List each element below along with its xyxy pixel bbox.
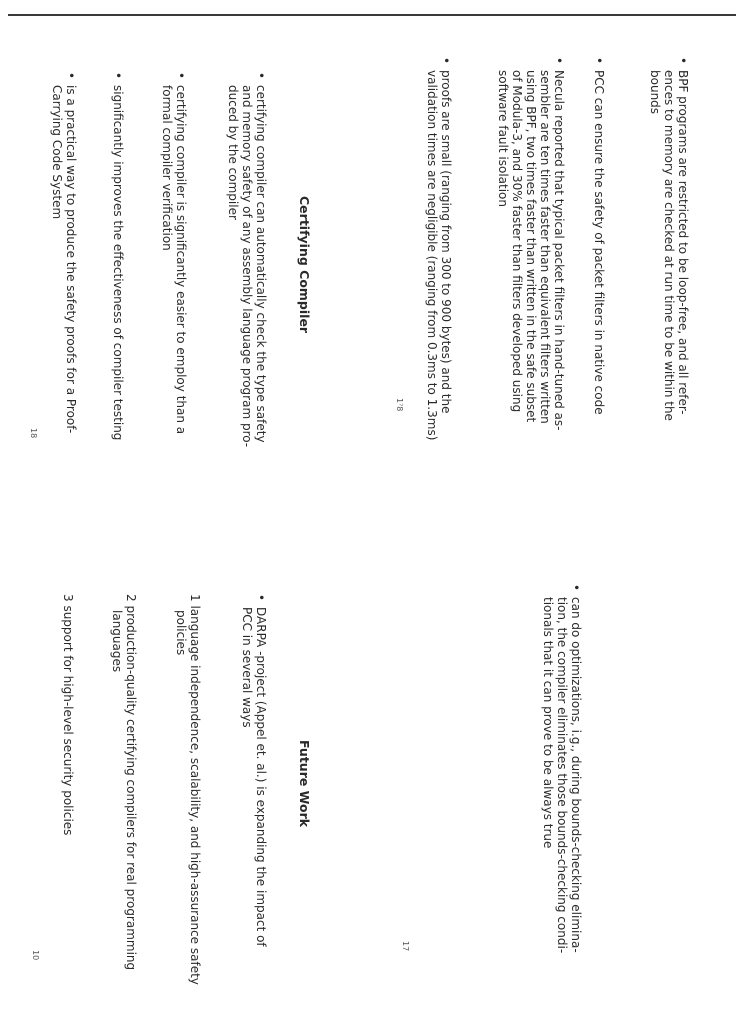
text-line: of Modula-3, and 30% faster than filters developed using [510,70,524,413]
text-line: • PCC can ensure the safety of packet filters in native code [592,70,606,415]
page-number: 18 [29,428,38,439]
text-line: Carrying Code System [50,85,64,220]
page-number: 10 [31,950,40,961]
text-line: software fault isolation [496,70,510,207]
text-line: using BPF, two times faster than written in the safe subset [524,70,538,423]
text-line: duced by the compiler [226,85,240,220]
text-line: bounds [648,70,662,115]
heading-certifying-compiler: Certifying Compiler [297,196,312,334]
text-line: • BPF programs are restricted to be loop-free, and all refer- [676,70,690,415]
top-rule [8,14,736,16]
text-line: validation times are negligible (ranging from 0.3ms to 1.3ms) [425,70,439,441]
text-line: PCC in several ways [240,607,254,728]
text-line: • certifying compiler can automatically check the type safety [254,85,268,443]
compiler-bullet-4 [50,85,78,433]
top-bullet-1 [648,70,690,421]
text-line: • can do optimizations, i.g., during bounds-checking elimina- [569,597,583,953]
page-number: 17 [401,941,410,952]
text-line: 3 support for high-level security policies [61,594,75,836]
numbered-item-3 [61,594,75,835]
top-bullet-4 [425,70,453,440]
numbered-item-2 [110,594,138,970]
future-bullet [240,607,268,947]
numbered-item-1 [174,594,202,985]
text-line: • is a practical way to produce the safety proofs for a Proof- [64,85,78,434]
continuation-bullet [541,597,583,953]
text-line: sembler are ten times faster than equivalent filters written [538,70,552,424]
text-line: ences to memory are checked at run time to be within the [662,70,676,421]
text-line: formal compiler verification [160,85,174,251]
compiler-bullet-1 [226,85,268,447]
text-line: • certifying compiler is significantly easier to employ than a [174,85,188,435]
compiler-bullet-2 [160,85,188,434]
text-line: and memory safety of any assembly language program pro- [240,85,254,448]
text-line: tionals that it can prove to be always true [541,597,555,849]
top-bullet-3 [496,70,566,430]
heading-future-work: Future Work [297,740,312,828]
text-line: languages [110,610,124,673]
text-line: • proofs are small (ranging from 300 to 900 bytes) and the [439,70,453,414]
page-number: 1⁷8 [395,398,404,412]
text-line: • DARPA -project (Appel et. al.) is expanding the impact of [254,607,268,947]
compiler-bullet-3 [111,85,125,440]
text-line: • significantly improves the effectiveness of compiler testing [111,85,125,441]
text-line: tion, the compiler eliminates those bounds-checking condi- [555,597,569,954]
top-bullet-2 [592,70,606,415]
text-line: • Necula reported that typical packet filters in hand-tuned as- [552,70,566,431]
text-line: 2 production-quality certifying compilers for real programming [124,594,138,971]
text-line: 1 language independence, scalability, and high-assurance safety [188,594,202,985]
text-line: policies [174,610,188,656]
